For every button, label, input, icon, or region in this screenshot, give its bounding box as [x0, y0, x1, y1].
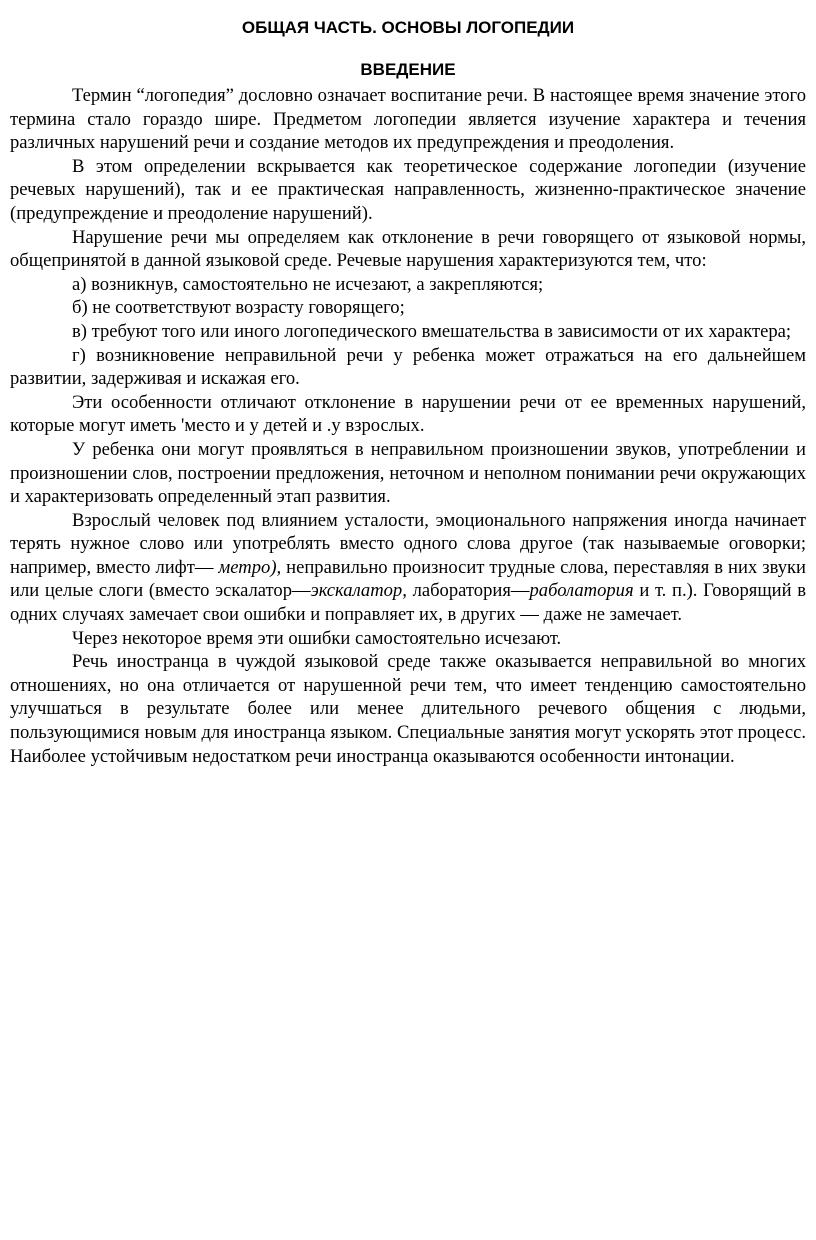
p10-text-1: Взрослый человек под влиянием усталости, эмоционального напряжения иногда начинает терять нужное слово или употреблять вместо одного слова другое (так называемые оговорки; например, вместо лифт—	[10, 509, 806, 578]
p10-text-3: лаборатория—	[406, 580, 530, 602]
document-title: ОБЩАЯ ЧАСТЬ. ОСНОВЫ ЛОГОПЕДИИ	[241, 18, 575, 37]
paragraph-12: Речь иностранца в чуждой языковой среде также оказывается неправильной во многих отношениях, но она отличается от нарушенной речи тем, что имеет тенденцию самостоятельно улучшаться в результате более или менее длительного речевого общения с людьми, пользующимися новым для иностранца языком. Специальные занятия могут ускорять этот процесс. Наиболее устойчивым недостатком речи иностранца оказываются особенности интонации.	[10, 651, 806, 767]
list-item-a: а) возникнув, самостоятельно не исчезают, а закрепляются;	[72, 273, 544, 295]
p10-italic-1: метро),	[218, 556, 282, 578]
paragraph-8: Эти особенности отличают отклонение в нарушении речи от ее временных нарушений, которые могут иметь 'место и у детей и .у взрослых.	[10, 391, 806, 437]
document-page	[10, 14, 806, 768]
paragraph-3: Нарушение речи мы определяем как отклонение в речи говорящего от языковой нормы, общепринятой в данной языковой среде. Речевые нарушения характеризуются тем, что:	[10, 226, 806, 272]
paragraph-2: В этом определении вскрывается как теоретическое содержание логопедии (изучение речевых нарушений), так и ее практическая направленность, жизненно-практическое значение (предупреждение и преодоление нарушений).	[10, 155, 806, 224]
list-item-d: г) возникновение неправильной речи у ребенка может отражаться на его дальнейшем развитии, задерживая и искажая его.	[10, 344, 806, 390]
p10-text-4: и т. п.). Говорящий в одних случаях замечает свои ошибки и поправляет их, в других — даже не замечает.	[10, 580, 806, 626]
paragraph-1: Термин “логопедия” дословно означает воспитание речи. В настоящее время значение этого термина стало гораздо шире. Предметом логопедии является изучение характера и течения различных нарушений речи и создание методов их предупреждения и преодоления.	[10, 85, 806, 154]
paragraph-10	[10, 509, 806, 627]
p10-italic-2: экскалатор,	[310, 580, 407, 602]
list-item-b: б) не соответствуют возрасту говорящего;	[72, 297, 405, 319]
section-title: ВВЕДЕНИЕ	[360, 60, 456, 79]
paragraph-9: У ребенка они могут проявляться в неправильном произношении звуков, употреблении и произношении слов, построении предложения, неточном и неполном понимании речи окружающих и характеризовать определенный этап развития.	[10, 438, 806, 508]
p10-italic-3: раболатория	[529, 580, 634, 602]
p10-text-2: неправильно произносит трудные слова, переставляя в них звуки или целые слоги (вместо эскалатор—	[10, 556, 806, 602]
list-item-c: в) требуют того или иного логопедического вмешательства в зависимости от их характера;	[72, 320, 792, 342]
paragraph-11: Через некоторое время эти ошибки самостоятельно исчезают.	[72, 627, 562, 649]
